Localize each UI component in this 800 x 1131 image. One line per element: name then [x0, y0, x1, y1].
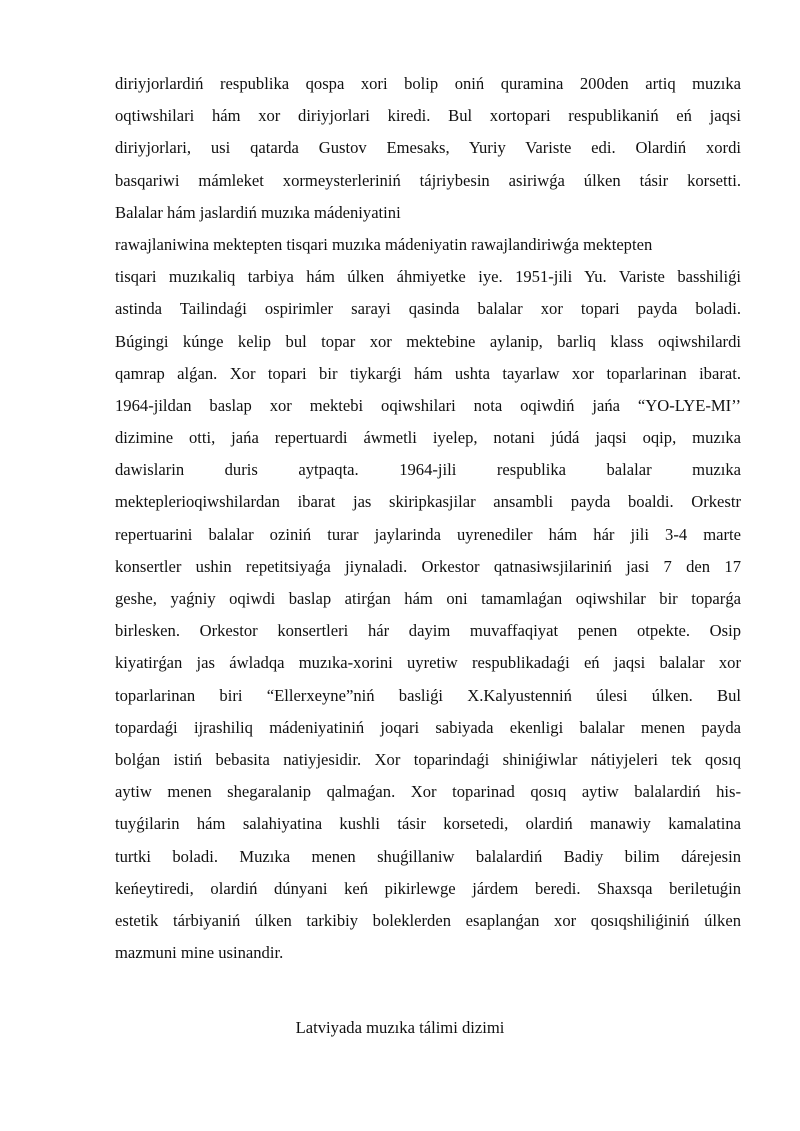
text-line: turtki boladi. Muzıka menen shuǵillaniw balalardiń Badiy bilim dárejesin — [115, 846, 741, 866]
text-line: qamrap alǵan. Xor topari bir tiykarǵi hám ushta tayarlaw xor toparlarinan ibarat. — [115, 363, 741, 383]
text-line: Búgingi kúnge kelip bul topar xor mektebine aylanip, barliq klass oqiwshilardi — [115, 331, 741, 351]
text-line: mekteplerioqiwshilardan ibarat jas skiripkasjilar ansambli payda boaldi. Orkestr — [115, 492, 741, 512]
text-line: rawajlaniwina mektepten tisqari muzıka mádeniyatin rawajlandiriwǵa mektepten — [115, 234, 653, 254]
text-line: konsertler ushin repetitsiyaǵa jiynaladi. Orkestor qatnasiwsjilariniń jasi 7 den 17 — [115, 556, 741, 576]
text-line: tisqari muzıkaliq tarbiya hám úlken áhmiyetke iye. 1951-jili Yu. Variste basshiliǵi — [115, 267, 741, 287]
paragraph-1 — [115, 68, 741, 229]
text-line: kiyatirǵan jas áwladqa muzıka-xorini uyretiw respublikadaǵi eń jaqsi balalar xor — [115, 653, 741, 673]
text-line: dizimine otti, jańa repertuardi áwmetli iyelep, notani júdá jaqsi oqip, muzıka — [115, 428, 741, 448]
text-line: bolǵan istiń bebasita natiyjesidir. Xor toparindaǵi shiniǵiwlar nátiyjeleri tek qosıq — [115, 749, 741, 769]
text-line: topardaǵi ijrashiliq mádeniyatiniń joqari sabiyada ekenligi balalar menen payda — [115, 717, 741, 737]
text-line: diriyjorlari, usi qatarda Gustov Emesaks, Yuriy Variste edi. Olardiń xordi — [115, 138, 741, 158]
text-line: mazmuni mine usinandir. — [115, 943, 284, 963]
text-line: tuyǵilarin hám salahiyatina kushli tásir korsetedi, olardiń manawiy kamalatina — [115, 814, 741, 834]
section-heading: Latviyada muzıka tálimi dizimi — [295, 1018, 505, 1037]
text-line: repertuarini balalar oziniń turar jaylarinda uyrenediler hám hár jili 3-4 marte — [115, 524, 741, 544]
paragraph-2 — [115, 229, 741, 969]
text-line: diriyjorlardiń respublika qospa xori bolip oniń quramina 200den artiq muzıka — [115, 74, 741, 93]
text-line: estetik tárbiyaniń úlken tarkibiy boleklerden esaplanǵan xor qosıqshiliǵiniń úlken — [115, 910, 741, 930]
text-line: aytiw menen shegaralanip qalmaǵan. Xor toparinad qosıq aytiw balalardiń his- — [115, 782, 741, 802]
text-line: geshe, yaǵniy oqiwdi baslap atirǵan hám oni tamamlaǵan oqiwshilar bir toparǵa — [115, 589, 741, 608]
text-line: toparlarinan biri “Ellerxeyne”niń basliǵi X.Kalyustenniń úlesi úlken. Bul — [115, 685, 741, 705]
document-page — [115, 68, 741, 969]
text-line: astinda Tailindaǵi ospirimler sarayi qasinda balalar xor topari payda boladi. — [115, 299, 741, 319]
text-line: dawislarin duris aytpaqta. 1964-jili respublika balalar muzıka — [115, 460, 741, 480]
text-line: Balalar hám jaslardiń muzıka mádeniyatini — [115, 202, 401, 222]
text-line: 1964-jildan baslap xor mektebi oqiwshilari nota oqiwdiń jańa “YO-LYE-MI’’ — [115, 395, 741, 415]
text-line: oqtiwshilari hám xor diriyjorlari kiredi. Bul xortopari respublikaniń eń jaqsi — [115, 106, 741, 126]
text-line: birlesken. Orkestor konsertleri hár dayim muvaffaqiyat penen otpekte. Osip — [115, 621, 741, 641]
text-line: keńeytiredi, olardiń dúnyani keń pikirlewge járdem beredi. Shaxsqa beriletuǵin — [115, 878, 741, 898]
text-line: basqariwi mámleket xormeysterleriniń tájriybesin asiriwǵa úlken tásir korsetti. — [115, 170, 741, 190]
